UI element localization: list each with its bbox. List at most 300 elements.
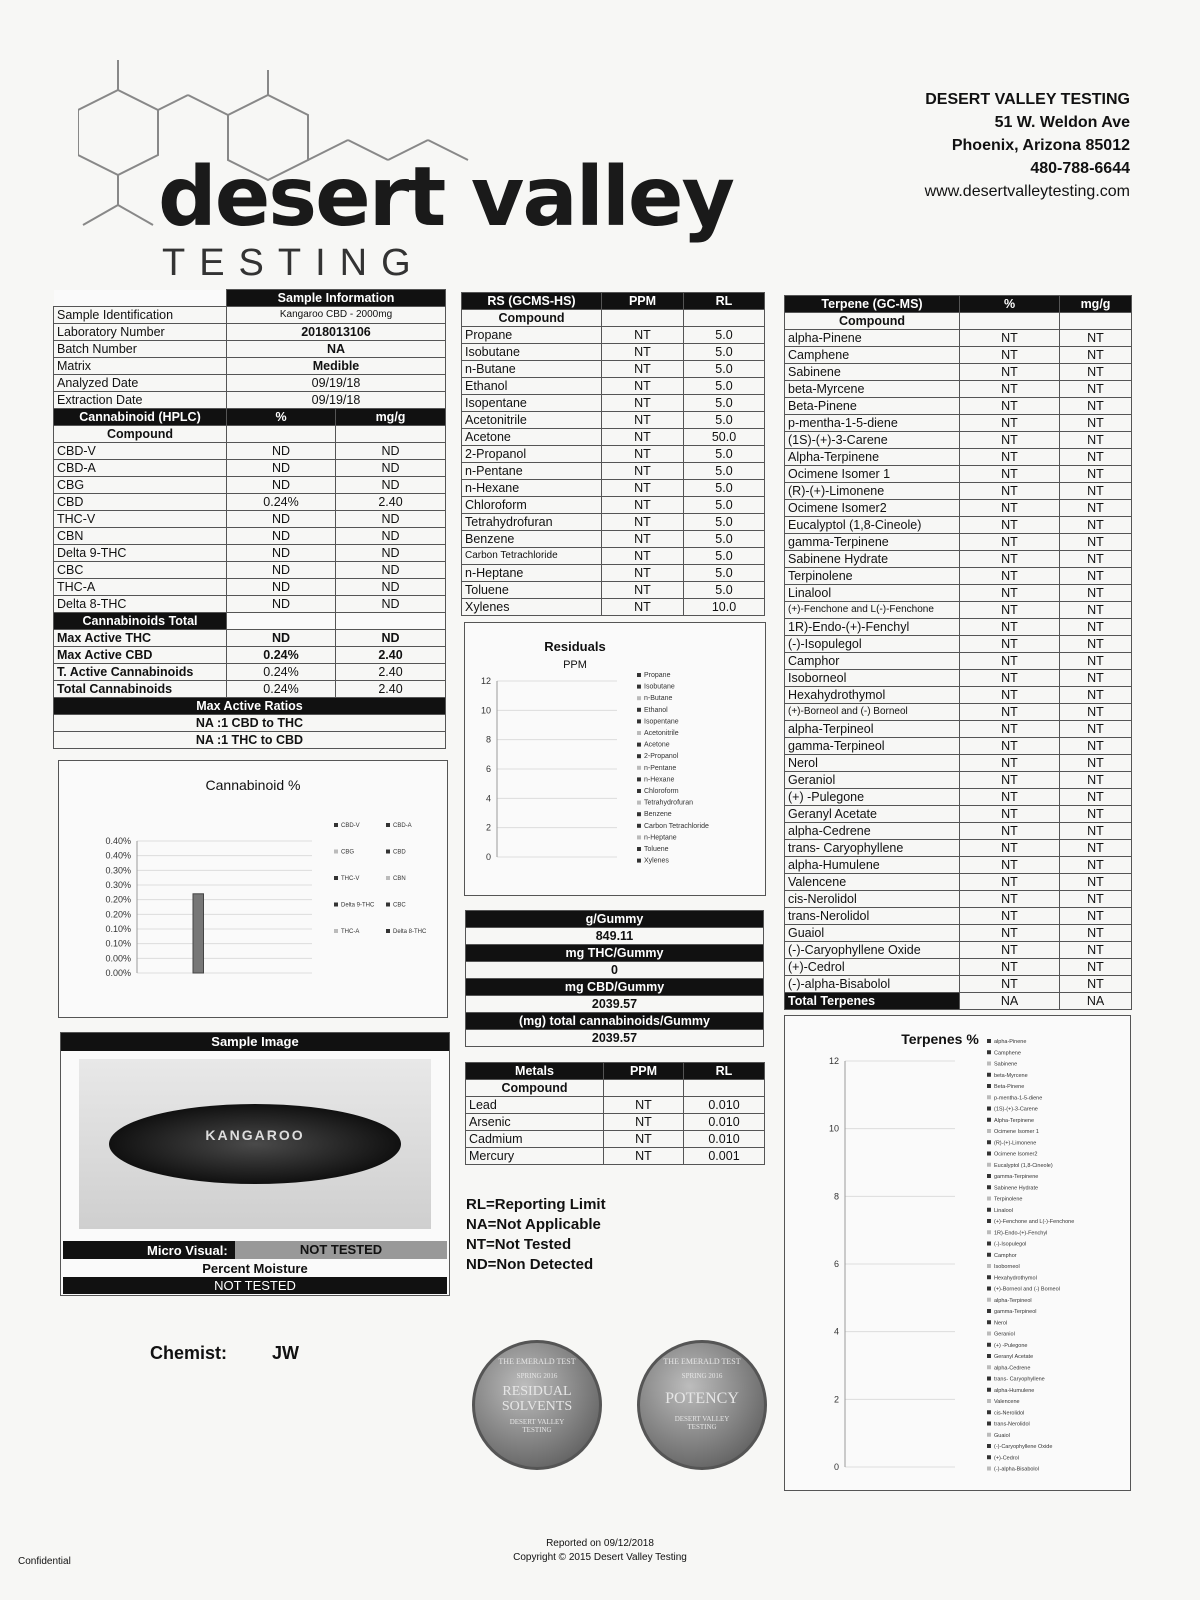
company-name: DESERT VALLEY TESTING <box>925 91 1130 108</box>
legend-swatch <box>637 801 641 805</box>
copyright: Copyright © 2015 Desert Valley Testing <box>513 1552 687 1563</box>
info-label: Batch Number <box>54 341 227 358</box>
y-tick-label: 6 <box>485 764 491 774</box>
legend-swatch <box>987 1050 991 1054</box>
table-row: Sabinene NT NT <box>785 364 1132 381</box>
y-tick-label: 12 <box>480 676 491 686</box>
legend-label: 2-Propanol <box>644 753 679 761</box>
note: RL=Reporting Limit <box>466 1196 606 1213</box>
total-terpenes-row: Total Terpenes NA NA <box>785 993 1132 1010</box>
y-tick-label: 0.40% <box>105 836 131 846</box>
y-tick-label: 10 <box>480 705 491 716</box>
seal-main-text: RESIDUAL SOLVENTS <box>501 1384 573 1414</box>
legend-label: (1S)-(+)-3-Carene <box>994 1106 1038 1113</box>
legend-label: THC-A <box>341 929 360 935</box>
table-row: Acetonitrile NT 5.0 <box>462 412 765 429</box>
cannabinoids-total-title: Cannabinoids Total <box>54 613 227 630</box>
table-row: gamma-Terpineol NT NT <box>785 738 1132 755</box>
legend-swatch <box>637 847 641 851</box>
chart-plot <box>785 1016 1130 1490</box>
table-row: Propane NT 5.0 <box>462 327 765 344</box>
legend-label: alpha-Pinene <box>994 1039 1027 1045</box>
legend-label: Hexahydrothymol <box>994 1275 1037 1282</box>
legend-label: (+)-Cedrol <box>994 1455 1019 1462</box>
legend-swatch <box>987 1399 991 1403</box>
table-row: Guaiol NT NT <box>785 925 1132 942</box>
legend-swatch <box>637 708 641 712</box>
table-row: (-)-alpha-Bisabolol NT NT <box>785 976 1132 993</box>
moisture-label: Percent Moisture <box>202 1261 308 1276</box>
compound-label: Compound <box>54 426 227 443</box>
info-value: Kangaroo CBD - 2000mg <box>227 307 446 324</box>
seal-main-text: POTENCY <box>665 1390 739 1407</box>
legend-label: (+)-Fenchone and L(-)-Fenchone <box>994 1219 1075 1225</box>
gummy-label: (mg) total cannabinoids/Gummy <box>466 1013 764 1030</box>
product-tube-icon <box>109 1104 401 1184</box>
company-website: www.desertvalleytesting.com <box>924 183 1130 200</box>
legend-swatch <box>386 850 390 854</box>
legend-swatch <box>386 823 390 827</box>
table-row: alpha-Humulene NT NT <box>785 857 1132 874</box>
legend-label: Sabinene Hydrate <box>994 1185 1039 1192</box>
legend-label: Guaiol <box>994 1432 1010 1439</box>
seal-bottom-text: DESERT VALLEY TESTING <box>674 1415 730 1431</box>
legend-swatch <box>637 766 641 770</box>
residuals-chart <box>464 622 766 896</box>
table-row: 1R)-Endo-(+)-Fenchyl NT NT <box>785 619 1132 636</box>
legend-label: Ocimene Isomer 1 <box>994 1129 1039 1135</box>
legend-label: 1R)-Endo-(+)-Fenchyl <box>994 1230 1048 1237</box>
y-tick-label: 0 <box>833 1462 839 1472</box>
gummy-value: 2039.57 <box>466 996 764 1013</box>
table-row: Benzene NT 5.0 <box>462 531 765 548</box>
legend-swatch <box>637 731 641 735</box>
legend-swatch <box>637 754 641 758</box>
legend-swatch <box>987 1410 991 1414</box>
table-row: Arsenic NT 0.010 <box>466 1114 765 1131</box>
table-row: Lead NT 0.010 <box>466 1097 765 1114</box>
legend-label: CBN <box>393 876 406 882</box>
legend-label: Carbon Tetrachloride <box>644 822 709 830</box>
seal-season: SPRING 2016 <box>681 1372 723 1380</box>
legend-label: Isopentane <box>644 718 679 726</box>
y-tick-label: 0.40% <box>105 850 131 861</box>
legend-swatch <box>987 1163 991 1167</box>
ppm-header: PPM <box>604 1063 684 1080</box>
table-row: Ocimene Isomer2 NT NT <box>785 500 1132 517</box>
legend-label: gamma-Terpineol <box>994 1309 1037 1315</box>
logo-subtitle: TESTING <box>162 242 425 284</box>
table-row: T. Active Cannabinoids 0.24% 2.40 <box>54 664 446 681</box>
table-row: Hexahydrothymol NT NT <box>785 687 1132 704</box>
table-row: THC-A ND ND <box>54 579 446 596</box>
table-row: Isoborneol NT NT <box>785 670 1132 687</box>
metals-table <box>465 1062 765 1165</box>
legend-label: (-)-alpha-Bisabolol <box>994 1466 1039 1473</box>
gummy-label: mg THC/Gummy <box>466 945 764 962</box>
table-row: alpha-Cedrene NT NT <box>785 823 1132 840</box>
legend-label: Nerol <box>994 1320 1008 1327</box>
info-label: Laboratory Number <box>54 324 227 341</box>
legend-swatch <box>637 812 641 816</box>
legend-label: Acetone <box>644 741 670 749</box>
legend-swatch <box>637 719 641 723</box>
legend-swatch <box>987 1287 991 1291</box>
table-row: Cadmium NT 0.010 <box>466 1131 765 1148</box>
table-row: Terpinolene NT NT <box>785 568 1132 585</box>
info-value: NA <box>227 341 446 358</box>
chart-plot <box>465 623 765 895</box>
product-label: KANGAROO <box>205 1127 305 1143</box>
legend-label: Valencene <box>994 1399 1020 1405</box>
table-row: Nerol NT NT <box>785 755 1132 772</box>
legend-label: n-Pentane <box>644 764 677 772</box>
legend-label: trans-Nerolidol <box>994 1421 1030 1428</box>
legend-swatch <box>987 1084 991 1088</box>
legend-label: Ocimene Isomer2 <box>994 1151 1038 1158</box>
legend-label: alpha-Cedrene <box>994 1365 1031 1372</box>
table-row: Isopentane NT 5.0 <box>462 395 765 412</box>
legend-label: (-)-Caryophyllene Oxide <box>994 1444 1053 1450</box>
gummy-table <box>465 910 764 1047</box>
gummy-value: 2039.57 <box>466 1030 764 1047</box>
table-row: Toluene NT 5.0 <box>462 582 765 599</box>
legend-swatch <box>334 929 338 933</box>
table-row: Isobutane NT 5.0 <box>462 344 765 361</box>
y-tick-label: 4 <box>485 793 491 804</box>
legend-label: THC-V <box>341 876 360 882</box>
table-row: CBC ND ND <box>54 562 446 579</box>
table-row: Carbon Tetrachloride NT 5.0 <box>462 548 765 565</box>
table-row: p-mentha-1-5-diene NT NT <box>785 415 1132 432</box>
legend-swatch <box>987 1354 991 1358</box>
legend-swatch <box>987 1197 991 1201</box>
legend-label: Eucalyptol (1,8-Cineole) <box>994 1162 1053 1169</box>
legend-label: alpha-Humulene <box>994 1387 1035 1394</box>
table-row: CBD-A ND ND <box>54 460 446 477</box>
legend-swatch <box>987 1332 991 1336</box>
y-tick-label: 10 <box>828 1123 839 1134</box>
legend-swatch <box>334 903 338 907</box>
legend-swatch <box>987 1343 991 1347</box>
legend-swatch <box>987 1377 991 1381</box>
terpenes-chart <box>784 1015 1131 1491</box>
legend-label: n-Heptane <box>644 834 677 842</box>
seal-season: SPRING 2016 <box>516 1372 558 1380</box>
legend-label: CBD-V <box>341 823 360 829</box>
table-row: Valencene NT NT <box>785 874 1132 891</box>
terpenes-table <box>784 295 1132 1010</box>
y-tick-label: 0.30% <box>105 880 131 890</box>
table-row: alpha-Pinene NT NT <box>785 330 1132 347</box>
legend-label: alpha-Terpineol <box>994 1297 1032 1304</box>
legend-swatch <box>987 1129 991 1133</box>
confidential-label: Confidential <box>18 1556 71 1567</box>
legend-swatch <box>334 823 338 827</box>
table-row: n-Heptane NT 5.0 <box>462 565 765 582</box>
note: ND=Non Detected <box>466 1256 594 1273</box>
legend-label: beta-Myrcene <box>994 1072 1028 1079</box>
company-city: Phoenix, Arizona 85012 <box>951 137 1130 154</box>
legend-label: Toluene <box>644 846 669 853</box>
note: NA=Not Applicable <box>466 1216 601 1233</box>
legend-swatch <box>987 1275 991 1279</box>
info-value: Medible <box>227 358 446 375</box>
legend-label: Linalool <box>994 1207 1013 1214</box>
table-row: Camphene NT NT <box>785 347 1132 364</box>
seal-bottom-text: DESERT VALLEY TESTING <box>509 1418 565 1434</box>
table-row: CBD-V ND ND <box>54 443 446 460</box>
legend-label: gamma-Terpinene <box>994 1174 1039 1180</box>
legend-swatch <box>987 1219 991 1223</box>
reported-date: Reported on 09/12/2018 <box>546 1538 654 1549</box>
company-phone: 480-788-6644 <box>1030 160 1130 177</box>
legend-swatch <box>987 1467 991 1471</box>
info-value: 2018013106 <box>227 324 446 341</box>
legend-swatch <box>987 1422 991 1426</box>
legend-label: (-)-Isopulegol <box>994 1241 1027 1248</box>
legend-label: Sabinene <box>994 1061 1018 1068</box>
table-row: Delta 8-THC ND ND <box>54 596 446 613</box>
chart-title: Residuals <box>544 639 606 654</box>
info-label: Extraction Date <box>54 392 227 409</box>
legend-swatch <box>637 743 641 747</box>
legend-label: (R)-(+)-Limonene <box>994 1140 1037 1147</box>
legend-label: Camphene <box>994 1050 1021 1057</box>
table-row: Xylenes NT 10.0 <box>462 599 765 616</box>
chart-title: Cannabinoid % <box>205 777 301 793</box>
legend-swatch <box>987 1118 991 1122</box>
info-label: Matrix <box>54 358 227 375</box>
table-row: n-Butane NT 5.0 <box>462 361 765 378</box>
ratio-row: NA :1 THC to CBD <box>54 732 446 749</box>
legend-swatch <box>637 777 641 781</box>
table-row: (+)-Cedrol NT NT <box>785 959 1132 976</box>
table-row: alpha-Terpineol NT NT <box>785 721 1132 738</box>
table-row: Ocimene Isomer 1 NT NT <box>785 466 1132 483</box>
legend-label: p-mentha-1-5-diene <box>994 1095 1043 1102</box>
table-row: Delta 9-THC ND ND <box>54 545 446 562</box>
info-label: Sample Identification <box>54 307 227 324</box>
table-row: cis-Nerolidol NT NT <box>785 891 1132 908</box>
legend-swatch <box>987 1107 991 1111</box>
y-tick-label: 2 <box>833 1394 839 1405</box>
y-tick-label: 0.20% <box>105 894 131 905</box>
seal-top-text: THE EMERALD TEST <box>498 1357 576 1366</box>
legend-swatch <box>987 1185 991 1189</box>
legend-label: Geraniol <box>994 1331 1015 1338</box>
legend-swatch <box>987 1455 991 1459</box>
legend-swatch <box>334 850 338 854</box>
terpene-header: Terpene (GC-MS) <box>785 296 960 313</box>
legend-label: Delta 8-THC <box>393 929 427 935</box>
legend-label: Ethanol <box>644 706 668 714</box>
chemist-label: Chemist: <box>150 1343 228 1363</box>
table-row: Acetone NT 50.0 <box>462 429 765 446</box>
table-row: CBD 0.24% 2.40 <box>54 494 446 511</box>
table-row: trans-Nerolidol NT NT <box>785 908 1132 925</box>
pct-header: % <box>227 409 336 426</box>
legend-label: cis-Nerolidol <box>994 1410 1025 1417</box>
table-row: Chloroform NT 5.0 <box>462 497 765 514</box>
info-label: Analyzed Date <box>54 375 227 392</box>
legend-label: Benzene <box>644 811 672 819</box>
info-value: 09/19/18 <box>227 392 446 409</box>
legend-label: (+) -Pulegone <box>994 1342 1028 1349</box>
legend-swatch <box>637 696 641 700</box>
legend-swatch <box>987 1208 991 1212</box>
seal-top-text: THE EMERALD TEST <box>663 1357 741 1366</box>
gummy-value: 0 <box>466 962 764 979</box>
note: NT=Not Tested <box>466 1236 572 1253</box>
company-street: 51 W. Weldon Ave <box>994 114 1130 131</box>
legend-label: Isoborneol <box>994 1264 1020 1270</box>
ratios-title: Max Active Ratios <box>54 698 446 715</box>
residual-solvents-seal-icon <box>472 1340 602 1470</box>
table-row: Linalool NT NT <box>785 585 1132 602</box>
chart-title: Terpenes % <box>901 1031 979 1047</box>
rs-header: RS (GCMS-HS) <box>462 293 602 310</box>
legend-label: n-Butane <box>644 695 673 703</box>
chart-subtitle: PPM <box>563 659 587 671</box>
residual-solvents-table <box>461 292 765 616</box>
legend-swatch <box>637 789 641 793</box>
table-row: gamma-Terpinene NT NT <box>785 534 1132 551</box>
legend-swatch <box>386 876 390 880</box>
table-row: trans- Caryophyllene NT NT <box>785 840 1132 857</box>
y-tick-label: 0 <box>485 852 491 862</box>
table-row: (-)-Caryophyllene Oxide NT NT <box>785 942 1132 959</box>
legend-swatch <box>637 673 641 677</box>
cannabinoid-header: Cannabinoid (HPLC) <box>54 409 227 426</box>
rl-header: RL <box>684 1063 765 1080</box>
table-row: Max Active CBD 0.24% 2.40 <box>54 647 446 664</box>
legend-label: Chloroform <box>644 788 679 795</box>
rl-header: RL <box>684 293 765 310</box>
table-row: n-Hexane NT 5.0 <box>462 480 765 497</box>
table-row: Beta-Pinene NT NT <box>785 398 1132 415</box>
legend-label: trans- Caryophyllene <box>994 1376 1045 1383</box>
legend-swatch <box>987 1253 991 1257</box>
legend-swatch <box>987 1095 991 1099</box>
legend-label: Tetrahydrofuran <box>644 799 694 807</box>
table-row: CBG ND ND <box>54 477 446 494</box>
table-row: (1S)-(+)-3-Carene NT NT <box>785 432 1132 449</box>
pct-header: % <box>960 296 1060 313</box>
y-tick-label: 0.00% <box>105 953 131 964</box>
table-row: Geranyl Acetate NT NT <box>785 806 1132 823</box>
compound-label: Compound <box>785 313 960 330</box>
y-tick-label: 8 <box>833 1191 839 1202</box>
sample-info-table <box>53 289 446 749</box>
table-row: n-Pentane NT 5.0 <box>462 463 765 480</box>
chemist-value: JW <box>272 1343 299 1363</box>
legend-swatch <box>334 876 338 880</box>
table-row: Total Cannabinoids 0.24% 2.40 <box>54 681 446 698</box>
legend-label: Delta 9-THC <box>341 902 375 909</box>
table-row: THC-V ND ND <box>54 511 446 528</box>
legend-label: Xylenes <box>644 857 669 865</box>
ratio-row: NA :1 CBD to THC <box>54 715 446 732</box>
table-row: Geraniol NT NT <box>785 772 1132 789</box>
moisture-value: NOT TESTED <box>63 1277 447 1294</box>
compound-label: Compound <box>466 1080 604 1097</box>
legend-swatch <box>987 1320 991 1324</box>
legend-swatch <box>987 1039 991 1043</box>
legend-label: Isobutane <box>644 683 675 691</box>
compound-label: Compound <box>462 310 602 327</box>
bar <box>193 894 204 973</box>
legend-swatch <box>987 1174 991 1178</box>
mg-header: mg/g <box>1060 296 1132 313</box>
table-row: Ethanol NT 5.0 <box>462 378 765 395</box>
micro-label: Micro Visual: <box>147 1243 228 1258</box>
micro-value: NOT TESTED <box>235 1241 447 1259</box>
legend-label: Terpinolene <box>994 1196 1023 1203</box>
table-row: (+)-Fenchone and L(-)-Fenchone NT NT <box>785 602 1132 619</box>
legend-swatch <box>637 835 641 839</box>
y-tick-label: 4 <box>833 1326 839 1337</box>
legend-label: Acetonitrile <box>644 730 679 737</box>
sample-image-panel <box>60 1032 450 1296</box>
logo-wordmark: desert valley <box>158 150 733 245</box>
legend-label: CBG <box>341 849 355 856</box>
legend-swatch <box>987 1140 991 1144</box>
product-photo <box>79 1059 431 1229</box>
legend-swatch <box>637 859 641 863</box>
table-row: 2-Propanol NT 5.0 <box>462 446 765 463</box>
y-tick-label: 2 <box>485 822 491 833</box>
table-row: (-)-Isopulegol NT NT <box>785 636 1132 653</box>
legend-swatch <box>987 1365 991 1369</box>
table-row: Max Active THC ND ND <box>54 630 446 647</box>
sample-info-title: Sample Information <box>227 290 446 307</box>
chart-plot <box>59 761 447 1017</box>
table-row: Camphor NT NT <box>785 653 1132 670</box>
y-tick-label: 12 <box>828 1056 839 1066</box>
legend-swatch <box>987 1388 991 1392</box>
legend-label: CBD <box>393 849 406 856</box>
legend-swatch <box>987 1152 991 1156</box>
cannabinoid-chart <box>58 760 448 1018</box>
y-tick-label: 0.10% <box>105 924 131 934</box>
sample-image-title: Sample Image <box>61 1033 449 1051</box>
y-tick-label: 6 <box>833 1259 839 1269</box>
metals-header: Metals <box>466 1063 604 1080</box>
info-value: 09/19/18 <box>227 375 446 392</box>
y-tick-label: 0.10% <box>105 938 131 949</box>
legend-label: CBC <box>393 902 406 909</box>
potency-seal-icon <box>637 1340 767 1470</box>
legend-label: Camphor <box>994 1252 1017 1259</box>
table-row: Alpha-Terpinene NT NT <box>785 449 1132 466</box>
legend-swatch <box>987 1309 991 1313</box>
legend-swatch <box>386 903 390 907</box>
table-row: Mercury NT 0.001 <box>466 1148 765 1165</box>
legend-swatch <box>987 1242 991 1246</box>
legend-swatch <box>987 1062 991 1066</box>
table-row: (+) -Pulegone NT NT <box>785 789 1132 806</box>
y-tick-label: 0.20% <box>105 909 131 920</box>
table-row: Sabinene Hydrate NT NT <box>785 551 1132 568</box>
legend-swatch <box>987 1264 991 1268</box>
table-row: (+)-Borneol and (-) Borneol NT NT <box>785 704 1132 721</box>
legend-label: Propane <box>644 672 671 679</box>
legend-notes <box>466 1195 606 1275</box>
legend-swatch <box>637 685 641 689</box>
mg-header: mg/g <box>336 409 446 426</box>
legend-label: Geranyl Acetate <box>994 1354 1034 1360</box>
